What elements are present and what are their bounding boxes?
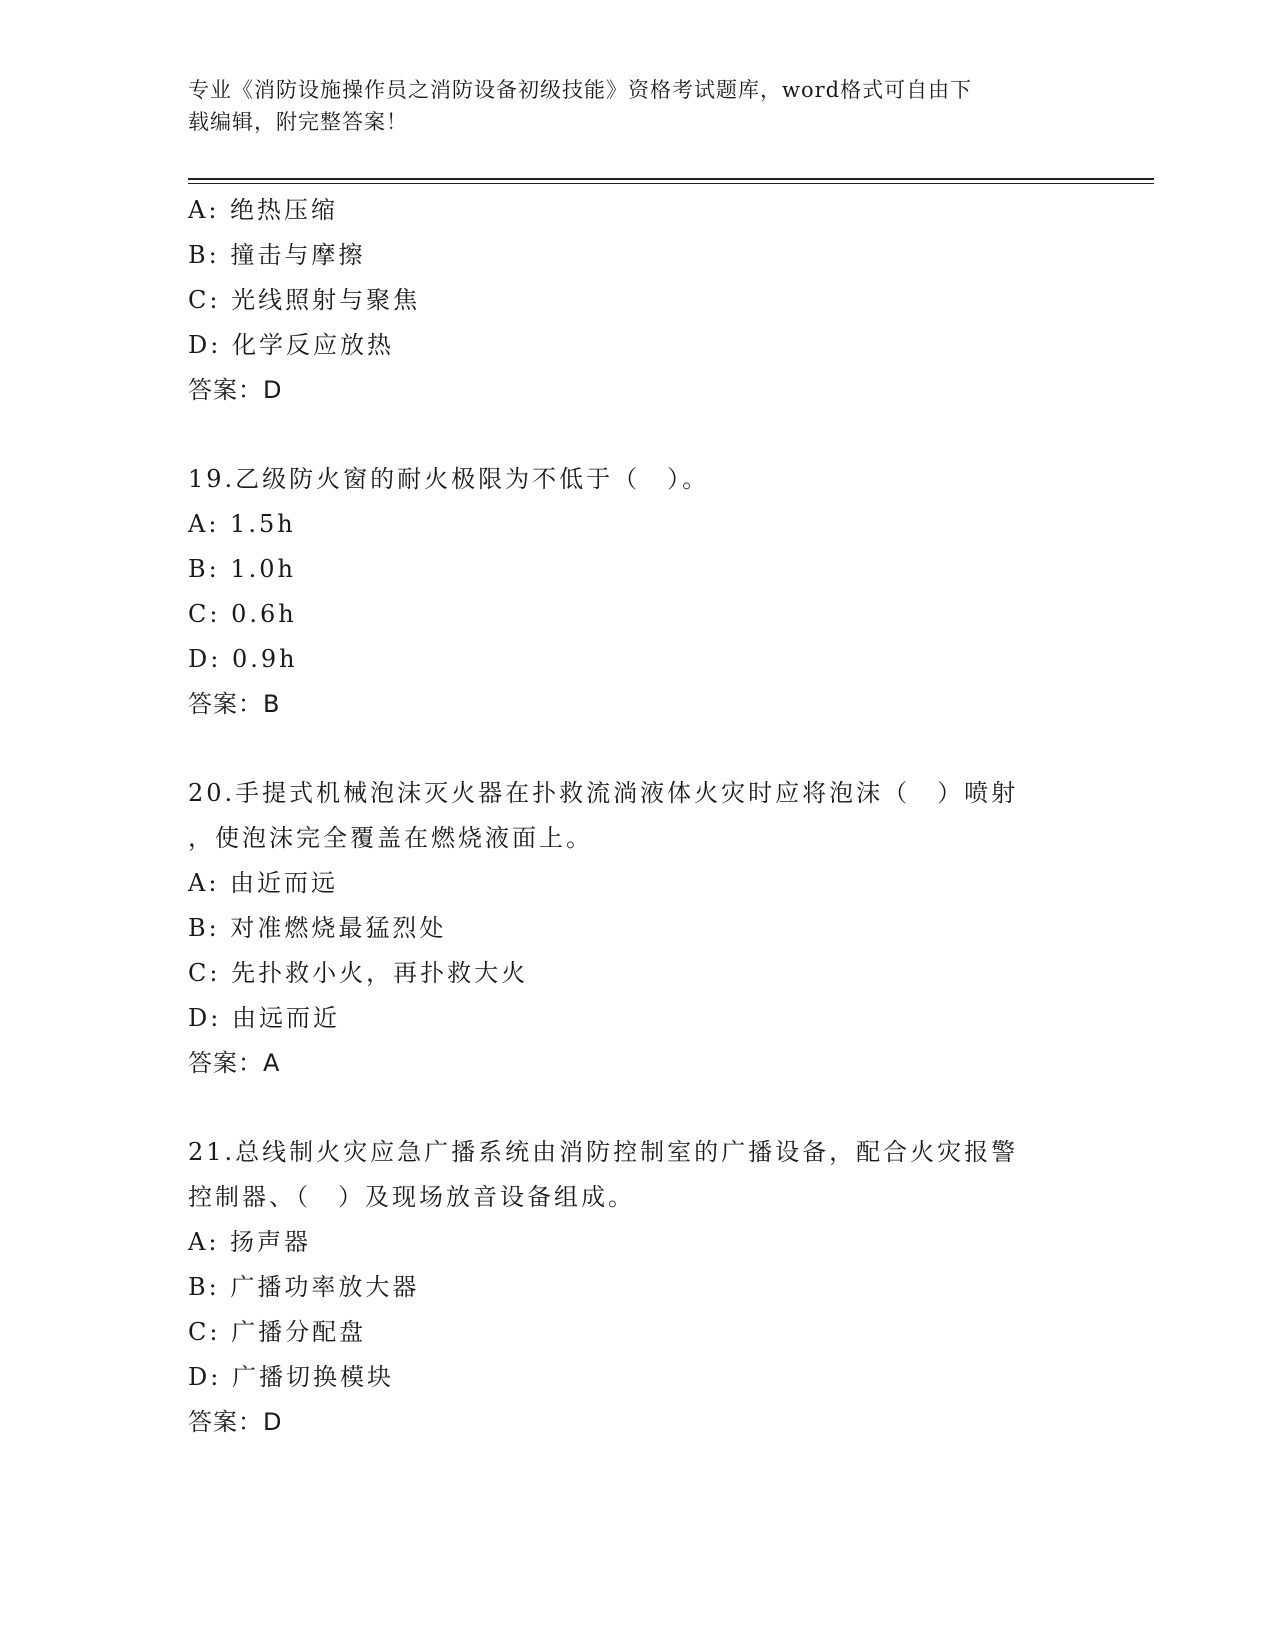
q21-option-d: D: 广播切换模块 [188,1363,394,1391]
q21-stem-line-1: 21.总线制火灾应急广播系统由消防控制室的广播设备，配合火灾报警 [188,1138,1019,1166]
q19-option-d: D: 0.9h [188,645,298,673]
header-line-1: 专业《消防设施操作员之消防设备初级技能》资格考试题库，word格式可自由下 [188,78,973,102]
header-divider-thin [188,183,1154,184]
q21-option-c: C: 广播分配盘 [188,1318,367,1346]
q18-option-b: B: 撞击与摩擦 [188,241,366,269]
q20-stem-line-2: ，使泡沫完全覆盖在燃烧液面上。 [188,824,593,852]
q21-option-a: A: 扬声器 [188,1228,312,1256]
q20-answer: 答案：A [188,1049,281,1077]
q18-option-c: C: 光线照射与聚焦 [188,286,421,314]
q20-option-a: A: 由近而远 [188,869,339,897]
q21-answer: 答案：D [188,1408,283,1436]
q21-stem-line-2: 控制器、（ ）及现场放音设备组成。 [188,1183,635,1211]
q21-option-b: B: 广播功率放大器 [188,1273,420,1301]
q20-option-c: C: 先扑救小火，再扑救大火 [188,959,529,987]
q18-option-a: A: 绝热压缩 [188,196,339,224]
q20-option-b: B: 对准燃烧最猛烈处 [188,914,447,942]
q19-option-c: C: 0.6h [188,600,297,628]
q19-option-b: B: 1.0h [188,555,296,583]
q18-answer: 答案：D [188,376,283,404]
q19-option-a: A: 1.5h [188,510,296,538]
q20-option-d: D: 由远而近 [188,1004,340,1032]
document-header [188,74,1078,138]
q19-answer: 答案：B [188,690,281,718]
q19-stem: 19.乙级防火窗的耐火极限为不低于（ ）。 [188,465,710,493]
header-line-2: 载编辑，附完整答案！ [188,110,408,134]
header-divider-thick [188,178,1154,180]
q20-stem-line-1: 20.手提式机械泡沫灭火器在扑救流淌液体火灾时应将泡沫（ ）喷射 [188,779,1019,807]
q18-option-d: D: 化学反应放热 [188,331,394,359]
